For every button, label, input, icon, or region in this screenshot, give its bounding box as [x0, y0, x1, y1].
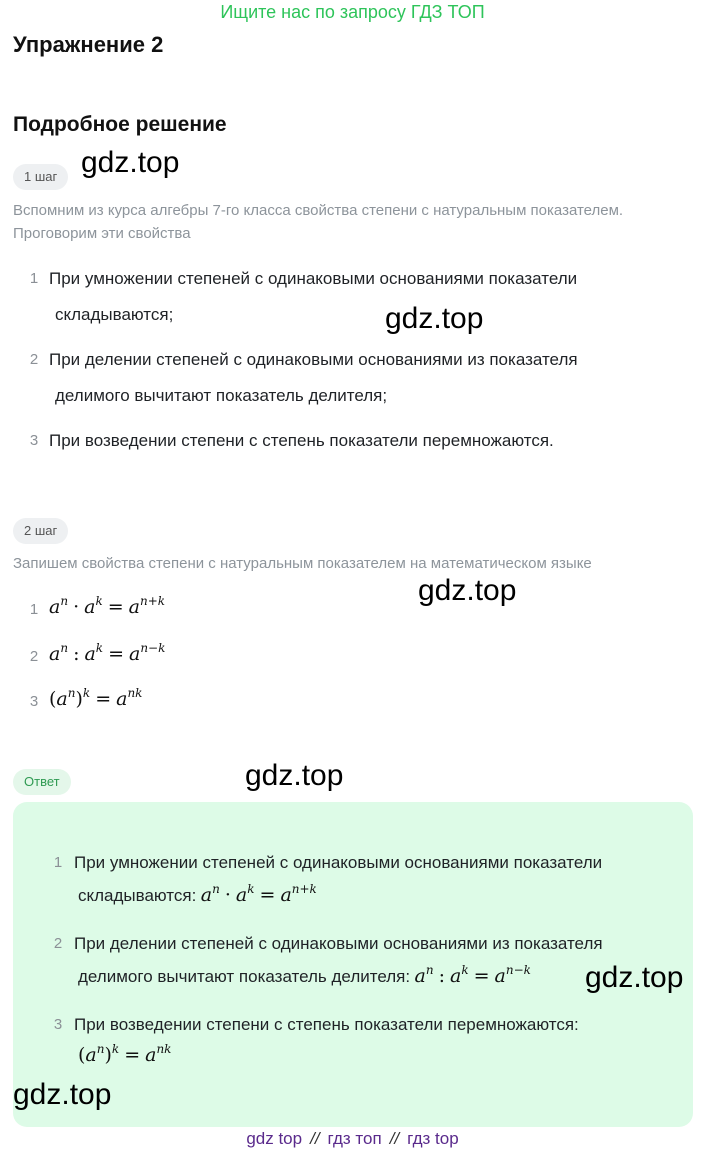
- footer-link-gdz-top-ru[interactable]: гдз топ: [327, 1129, 382, 1148]
- answer-item2-row2: [78, 965, 531, 988]
- answer-item2-line1: При делении степеней с одинаковыми основаниями из показателя: [74, 934, 603, 953]
- answer-formula-quotient-rule: $a^n$ : $a^k = a^{n-k}$: [414, 963, 531, 987]
- answer-item3-line1: При возведении степени с степень показатели перемножаются:: [74, 1015, 579, 1034]
- step1-item2-number: 2: [29, 351, 39, 368]
- step1-item3-line1: При возведении степени с степень показатели перемножаются.: [49, 431, 554, 450]
- step2-formula1-number: 1: [29, 601, 39, 618]
- footer-separator: //: [310, 1129, 320, 1148]
- answer-badge: Ответ: [13, 769, 71, 795]
- watermark: gdz.top: [385, 302, 484, 335]
- watermark: gdz.top: [585, 961, 684, 994]
- step1-item2-line1: При делении степеней с одинаковыми основаниями из показателя: [49, 350, 578, 369]
- answer-item2-line2-text: делимого вычитают показатель делителя:: [78, 967, 411, 986]
- step1-note-line1: Вспомним из курса алгебры 7-го класса свойства степени с натуральным показателем.: [13, 202, 624, 219]
- answer-item2-number: 2: [53, 935, 63, 952]
- answer-item3-number: 3: [53, 1016, 63, 1033]
- answer-item1-row2: [78, 884, 317, 907]
- answer-item1-line2-text: складываются:: [78, 886, 197, 905]
- answer-item1-line1: При умножении степеней с одинаковыми основаниями показатели: [74, 853, 603, 872]
- solution-title: Подробное решение: [13, 113, 227, 136]
- formula-product-rule: $a^n \cdot a^k = a^{n+k}$: [49, 594, 166, 618]
- footer-links: [0, 1127, 705, 1151]
- footer-link-gdz-top[interactable]: gdz top: [246, 1129, 303, 1148]
- watermark: gdz.top: [13, 1078, 112, 1111]
- step1-item1-line1: При умножении степеней с одинаковыми основаниями показатели: [49, 269, 578, 288]
- answer-item1-number: 1: [53, 854, 63, 871]
- watermark: gdz.top: [81, 146, 180, 179]
- step1-note: [13, 199, 703, 245]
- answer-formula-product-rule: $a^n \cdot a^k = a^{n+k}$: [200, 882, 317, 906]
- footer-separator: //: [389, 1129, 400, 1148]
- answer-formula-power-rule: $(a^n)^k = a^{nk}$: [78, 1042, 172, 1066]
- step2-formula3-number: 3: [29, 693, 39, 710]
- step1-badge: 1 шаг: [13, 164, 68, 190]
- step1-item2-line2: делимого вычитают показатель делителя;: [55, 386, 388, 405]
- step2-note: Запишем свойства степени с натуральным показателем на математическом языке: [13, 555, 592, 572]
- formula-quotient-rule: $a^n$ : $a^k = a^{n-k}$: [49, 641, 166, 665]
- step1-item1-line2: складываются;: [55, 305, 174, 324]
- step1-item3-number: 3: [29, 432, 39, 449]
- watermark: gdz.top: [245, 759, 344, 792]
- step2-formula2-number: 2: [29, 648, 39, 665]
- step2-badge: 2 шаг: [13, 518, 68, 544]
- footer-link-gdz-top-mixed[interactable]: гдз top: [407, 1129, 459, 1148]
- exercise-title: Упражнение 2: [13, 32, 164, 57]
- step1-note-line2: Проговорим эти свойства: [13, 225, 191, 242]
- step1-item1-number: 1: [29, 270, 39, 287]
- formula-power-rule: $(a^n)^k = a^{nk}$: [49, 686, 143, 710]
- promo-banner: Ищите нас по запросу ГДЗ ТОП: [220, 2, 485, 22]
- watermark: gdz.top: [418, 574, 517, 607]
